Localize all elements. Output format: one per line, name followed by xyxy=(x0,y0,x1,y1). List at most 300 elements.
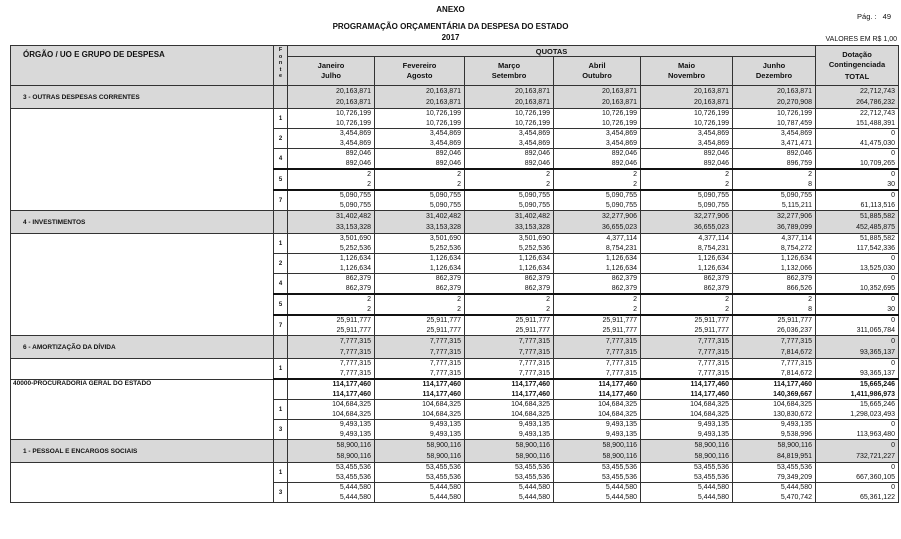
value-first-half: 31,402,482 xyxy=(514,213,550,220)
quota-cell xyxy=(465,315,554,336)
value-second-half: 7,814,672 xyxy=(780,349,812,356)
page-number: 49 xyxy=(882,12,891,21)
column-header-month xyxy=(733,57,816,86)
month-bottom: Dezembro xyxy=(755,71,793,80)
value-second-half: 1,126,634 xyxy=(518,264,550,272)
row-label-blank xyxy=(11,234,274,336)
value-first-half: 3,454,869 xyxy=(339,130,371,137)
quota-cell xyxy=(465,359,554,380)
value-first-half: 862,379 xyxy=(524,275,550,282)
value-first-half: 3,454,869 xyxy=(429,130,461,137)
value-second-half: 104,684,325 xyxy=(511,410,550,418)
value-first-half: 7,777,315 xyxy=(605,338,637,345)
value-first-half: 1,126,634 xyxy=(605,255,637,262)
value-first-half: 25,911,777 xyxy=(694,317,729,324)
quota-cell xyxy=(733,379,816,400)
value-first-half: 53,455,536 xyxy=(693,464,729,471)
value-second-half: 10,352,695 xyxy=(859,284,895,292)
row-label: 3 - OUTRAS DESPESAS CORRENTES xyxy=(11,86,274,109)
value-first-half: 104,684,325 xyxy=(511,401,550,408)
value-first-half: 2 xyxy=(367,296,371,303)
value-second-half: 20,163,871 xyxy=(335,99,371,106)
quota-cell xyxy=(288,149,375,170)
value-first-half: 2 xyxy=(633,171,637,178)
total-header-line: TOTAL xyxy=(844,71,870,81)
quota-cell xyxy=(733,274,816,295)
value-first-half: 0 xyxy=(891,150,895,157)
total-cell xyxy=(816,149,899,170)
value-first-half: 0 xyxy=(891,275,895,282)
value-second-half: 8,754,231 xyxy=(697,244,729,252)
value-first-half: 5,444,580 xyxy=(429,484,461,491)
total-cell xyxy=(816,359,899,380)
value-first-half: 58,900,116 xyxy=(602,442,637,449)
value-first-half: 2 xyxy=(367,171,371,178)
value-first-half: 9,493,135 xyxy=(780,421,812,428)
value-first-half: 862,379 xyxy=(703,275,729,282)
value-first-half: 104,684,325 xyxy=(422,401,461,408)
quota-cell xyxy=(375,190,465,211)
value-second-half: 2 xyxy=(367,180,371,188)
value-second-half: 10,726,199 xyxy=(514,119,550,127)
value-second-half: 1,132,066 xyxy=(780,264,812,272)
value-second-half: 53,455,536 xyxy=(335,473,371,481)
value-second-half: 8 xyxy=(808,305,812,313)
quota-cell xyxy=(554,149,641,170)
quota-cell xyxy=(288,379,375,400)
quota-cell xyxy=(288,463,375,483)
value-first-half: 58,900,116 xyxy=(694,442,729,449)
total-cell xyxy=(816,379,899,400)
value-second-half: 53,455,536 xyxy=(514,473,550,481)
quota-cell xyxy=(465,463,554,483)
value-second-half: 58,900,116 xyxy=(336,453,371,460)
value-second-half: 93,365,137 xyxy=(859,369,895,377)
value-second-half: 2 xyxy=(725,180,729,188)
value-first-half: 7,777,315 xyxy=(697,360,729,367)
value-second-half: 2 xyxy=(457,180,461,188)
value-first-half: 5,090,755 xyxy=(780,192,812,199)
fonte-cell xyxy=(274,379,288,400)
value-second-half: 5,444,580 xyxy=(518,493,550,501)
value-first-half: 7,777,315 xyxy=(780,360,812,367)
value-first-half: 22,712,743 xyxy=(859,110,895,117)
value-second-half: 10,726,199 xyxy=(601,119,637,127)
quota-cell xyxy=(375,420,465,440)
value-first-half: 2 xyxy=(725,296,729,303)
value-second-half: 9,493,135 xyxy=(518,430,550,438)
org-total-row xyxy=(11,379,899,400)
value-second-half: 33,153,328 xyxy=(514,224,550,231)
value-second-half: 2 xyxy=(367,305,371,313)
quota-cell xyxy=(554,315,641,336)
total-header-line: Contingenciada xyxy=(828,59,886,69)
value-second-half: 104,684,325 xyxy=(598,410,637,418)
total-cell xyxy=(816,169,899,190)
value-first-half: 5,090,755 xyxy=(518,192,550,199)
value-second-half: 79,349,209 xyxy=(776,473,812,481)
value-second-half: 5,252,536 xyxy=(339,244,371,252)
quota-cell xyxy=(554,211,641,234)
value-second-half: 2 xyxy=(633,180,637,188)
value-first-half: 3,501,690 xyxy=(429,235,461,242)
quota-cell xyxy=(554,483,641,503)
value-second-half: 8,754,231 xyxy=(605,244,637,252)
value-second-half: 866,526 xyxy=(786,284,812,292)
month-bottom: Outubro xyxy=(582,71,612,80)
value-second-half: 264,786,232 xyxy=(856,99,895,106)
quota-cell xyxy=(554,169,641,190)
value-first-half: 892,046 xyxy=(786,150,812,157)
value-second-half: 58,900,116 xyxy=(515,453,550,460)
value-second-half: 5,252,536 xyxy=(429,244,461,252)
quota-cell xyxy=(641,86,733,109)
value-first-half: 862,379 xyxy=(345,275,371,282)
quota-cell xyxy=(288,274,375,295)
value-first-half: 1,126,634 xyxy=(697,255,729,262)
value-first-half: 2 xyxy=(633,296,637,303)
total-cell xyxy=(816,254,899,274)
total-header-line: Dotação xyxy=(842,49,872,59)
value-second-half: 7,777,315 xyxy=(518,349,550,356)
fonte-cell: 1 xyxy=(274,109,288,129)
value-second-half: 9,538,996 xyxy=(780,430,812,438)
value-second-half: 33,153,328 xyxy=(335,224,371,231)
total-cell xyxy=(816,315,899,336)
quota-cell xyxy=(733,463,816,483)
value-second-half: 20,270,908 xyxy=(776,99,812,106)
fonte-cell: 5 xyxy=(274,294,288,315)
value-second-half: 862,379 xyxy=(345,284,371,292)
quota-cell xyxy=(641,129,733,149)
value-first-half: 51,885,582 xyxy=(859,235,895,242)
page-label: Pág. : xyxy=(857,12,877,21)
month-top: Maio xyxy=(677,61,696,70)
value-first-half: 9,493,135 xyxy=(605,421,637,428)
value-second-half: 25,911,777 xyxy=(602,326,637,334)
value-first-half: 10,726,199 xyxy=(693,110,729,117)
value-first-half: 114,177,460 xyxy=(511,381,550,388)
month-top: Janeiro xyxy=(317,61,345,70)
value-second-half: 117,542,336 xyxy=(856,244,895,252)
value-second-half: 5,470,742 xyxy=(780,493,812,501)
value-second-half: 36,789,099 xyxy=(776,224,812,231)
quota-cell xyxy=(554,86,641,109)
value-second-half: 3,454,869 xyxy=(697,139,729,147)
value-second-half: 3,454,869 xyxy=(429,139,461,147)
quota-cell xyxy=(465,129,554,149)
value-first-half: 0 xyxy=(891,192,895,199)
value-second-half: 30 xyxy=(887,180,895,188)
total-cell xyxy=(816,234,899,254)
value-first-half: 58,900,116 xyxy=(336,442,371,449)
fonte-cell: 1 xyxy=(274,463,288,483)
value-first-half: 3,454,869 xyxy=(605,130,637,137)
value-first-half: 5,444,580 xyxy=(605,484,637,491)
quota-cell xyxy=(465,274,554,295)
group-total-row xyxy=(11,336,899,359)
quota-cell xyxy=(375,254,465,274)
value-second-half: 5,444,580 xyxy=(429,493,461,501)
value-second-half: 892,046 xyxy=(703,159,729,167)
total-cell xyxy=(816,129,899,149)
value-second-half: 130,830,672 xyxy=(773,410,812,418)
total-cell xyxy=(816,420,899,440)
fonte-cell: 3 xyxy=(274,483,288,503)
value-second-half: 5,115,211 xyxy=(781,201,812,209)
value-second-half: 7,777,315 xyxy=(339,369,371,377)
value-first-half: 0 xyxy=(891,338,895,345)
value-second-half: 36,655,023 xyxy=(601,224,637,231)
value-first-half: 104,684,325 xyxy=(332,401,371,408)
value-second-half: 30 xyxy=(887,305,895,313)
quota-cell xyxy=(641,294,733,315)
value-second-half: 7,814,672 xyxy=(780,369,812,377)
value-first-half: 10,726,199 xyxy=(776,110,812,117)
value-second-half: 1,411,986,973 xyxy=(850,390,895,398)
value-first-half: 1,126,634 xyxy=(518,255,550,262)
quota-cell xyxy=(465,400,554,420)
value-first-half: 51,885,582 xyxy=(859,213,895,220)
value-second-half: 61,113,516 xyxy=(860,201,895,209)
month-top: Março xyxy=(497,61,521,70)
annex-label: ANEXO xyxy=(436,5,465,14)
value-second-half: 1,126,634 xyxy=(697,264,729,272)
quota-cell xyxy=(641,211,733,234)
value-first-half: 9,493,135 xyxy=(339,421,371,428)
value-first-half: 22,712,743 xyxy=(859,88,895,95)
value-first-half: 7,777,315 xyxy=(518,338,550,345)
value-first-half: 20,163,871 xyxy=(601,88,637,95)
fonte-letter: o xyxy=(278,53,283,60)
value-second-half: 7,777,315 xyxy=(518,369,550,377)
quota-cell xyxy=(465,109,554,129)
quota-cell xyxy=(733,359,816,380)
value-second-half: 53,455,536 xyxy=(425,473,461,481)
fonte-cell: 7 xyxy=(274,190,288,211)
value-first-half: 892,046 xyxy=(435,150,461,157)
quota-cell xyxy=(465,234,554,254)
quota-cell xyxy=(288,234,375,254)
fonte-row xyxy=(11,359,899,380)
quota-cell xyxy=(375,234,465,254)
value-second-half: 58,900,116 xyxy=(426,453,461,460)
quota-cell xyxy=(641,190,733,211)
column-header-month xyxy=(288,57,375,86)
quota-cell xyxy=(733,336,816,359)
quota-cell xyxy=(641,379,733,400)
quota-cell xyxy=(465,169,554,190)
value-second-half: 892,046 xyxy=(524,159,550,167)
value-second-half: 5,090,755 xyxy=(605,201,637,209)
value-first-half: 58,900,116 xyxy=(426,442,461,449)
value-second-half: 8,754,272 xyxy=(780,244,812,252)
quota-cell xyxy=(641,440,733,463)
value-first-half: 5,444,580 xyxy=(697,484,729,491)
quota-cell xyxy=(641,359,733,380)
value-second-half: 114,177,460 xyxy=(598,390,637,398)
quota-cell xyxy=(641,254,733,274)
quota-cell xyxy=(288,440,375,463)
value-first-half: 5,090,755 xyxy=(429,192,461,199)
column-header-fonte xyxy=(274,46,288,86)
quota-cell xyxy=(288,315,375,336)
value-first-half: 2 xyxy=(457,296,461,303)
fonte-cell: 3 xyxy=(274,420,288,440)
value-second-half: 892,046 xyxy=(611,159,637,167)
value-first-half: 0 xyxy=(891,296,895,303)
value-second-half: 13,525,030 xyxy=(859,264,895,272)
value-second-half: 5,252,536 xyxy=(518,244,550,252)
value-first-half: 7,777,315 xyxy=(429,360,461,367)
fonte-letter: n xyxy=(278,60,283,66)
value-first-half: 0 xyxy=(891,255,895,262)
value-first-half: 1,126,634 xyxy=(780,255,812,262)
value-second-half: 10,726,199 xyxy=(335,119,371,127)
quota-cell xyxy=(375,336,465,359)
quota-cell xyxy=(465,294,554,315)
value-second-half: 84,819,951 xyxy=(776,453,812,460)
value-first-half: 114,177,460 xyxy=(598,381,637,388)
row-label: 40000-PROCURADORIA GERAL DO ESTADO xyxy=(11,379,274,440)
value-first-half: 20,163,871 xyxy=(514,88,550,95)
quota-cell xyxy=(375,294,465,315)
value-first-half: 58,900,116 xyxy=(515,442,550,449)
group-total-row xyxy=(11,211,899,234)
value-second-half: 7,777,315 xyxy=(605,349,637,356)
value-first-half: 5,090,755 xyxy=(697,192,729,199)
quota-cell xyxy=(554,420,641,440)
value-first-half: 25,911,777 xyxy=(515,317,550,324)
value-second-half: 114,177,460 xyxy=(332,390,371,398)
value-first-half: 0 xyxy=(891,130,895,137)
quota-cell xyxy=(375,211,465,234)
value-second-half: 892,046 xyxy=(345,159,371,167)
quota-cell xyxy=(465,379,554,400)
month-top: Junho xyxy=(762,61,786,70)
column-header-orgao: ÓRGÃO / UO E GRUPO DE DESPESA xyxy=(11,46,274,86)
value-first-half: 25,911,777 xyxy=(777,317,812,324)
value-first-half: 4,377,114 xyxy=(698,235,729,242)
fonte-row xyxy=(11,109,899,129)
quota-cell xyxy=(554,190,641,211)
fonte-cell: 1 xyxy=(274,400,288,420)
value-first-half: 7,777,315 xyxy=(429,338,461,345)
quota-cell xyxy=(733,149,816,170)
value-second-half: 9,493,135 xyxy=(339,430,371,438)
value-second-half: 33,153,328 xyxy=(425,224,461,231)
quota-cell xyxy=(465,420,554,440)
value-first-half: 10,726,199 xyxy=(514,110,550,117)
value-first-half: 7,777,315 xyxy=(339,360,371,367)
value-first-half: 104,684,325 xyxy=(773,401,812,408)
value-first-half: 53,455,536 xyxy=(601,464,637,471)
quota-cell xyxy=(641,463,733,483)
value-first-half: 892,046 xyxy=(524,150,550,157)
quota-cell xyxy=(288,483,375,503)
value-first-half: 10,726,199 xyxy=(335,110,371,117)
value-second-half: 311,065,784 xyxy=(856,326,895,334)
value-second-half: 5,444,580 xyxy=(605,493,637,501)
quota-cell xyxy=(733,129,816,149)
value-second-half: 7,777,315 xyxy=(605,369,637,377)
value-first-half: 5,090,755 xyxy=(605,192,637,199)
value-second-half: 25,911,777 xyxy=(426,326,461,334)
quota-cell xyxy=(288,420,375,440)
value-second-half: 7,777,315 xyxy=(429,369,461,377)
quota-cell xyxy=(554,379,641,400)
fonte-row xyxy=(11,463,899,483)
quota-cell xyxy=(554,400,641,420)
value-first-half: 7,777,315 xyxy=(339,338,371,345)
month-top: Abril xyxy=(588,61,606,70)
value-second-half: 7,777,315 xyxy=(429,349,461,356)
value-first-half: 32,277,906 xyxy=(601,213,637,220)
value-first-half: 862,379 xyxy=(611,275,637,282)
value-first-half: 862,379 xyxy=(435,275,461,282)
value-first-half: 104,684,325 xyxy=(598,401,637,408)
quota-cell xyxy=(288,129,375,149)
value-second-half: 20,163,871 xyxy=(601,99,637,106)
row-label: 4 - INVESTIMENTOS xyxy=(11,211,274,234)
total-cell xyxy=(816,211,899,234)
value-second-half: 1,126,634 xyxy=(429,264,461,272)
quota-cell xyxy=(288,294,375,315)
quota-cell xyxy=(288,86,375,109)
quota-cell xyxy=(554,234,641,254)
value-first-half: 10,726,199 xyxy=(601,110,637,117)
total-cell xyxy=(816,274,899,295)
value-first-half: 15,665,246 xyxy=(859,381,895,388)
fonte-letter: e xyxy=(278,73,283,79)
fonte-cell: 4 xyxy=(274,149,288,170)
month-bottom: Julho xyxy=(321,71,341,80)
value-second-half: 5,090,755 xyxy=(339,201,371,209)
value-first-half: 2 xyxy=(457,171,461,178)
value-second-half: 114,177,460 xyxy=(511,390,550,398)
value-first-half: 0 xyxy=(891,317,895,324)
value-second-half: 1,298,023,493 xyxy=(850,410,895,418)
value-second-half: 65,361,122 xyxy=(859,493,895,501)
value-first-half: 9,493,135 xyxy=(518,421,550,428)
value-second-half: 10,726,199 xyxy=(693,119,729,127)
quota-cell xyxy=(641,169,733,190)
value-first-half: 3,454,869 xyxy=(518,130,550,137)
quota-cell xyxy=(375,400,465,420)
quota-cell xyxy=(288,254,375,274)
fonte-cell: 7 xyxy=(274,315,288,336)
quota-cell xyxy=(733,190,816,211)
value-second-half: 7,777,315 xyxy=(339,349,371,356)
value-second-half: 862,379 xyxy=(524,284,550,292)
column-header-month xyxy=(375,57,465,86)
value-second-half: 5,090,755 xyxy=(518,201,550,209)
value-first-half: 114,177,460 xyxy=(690,381,729,388)
value-first-half: 25,911,777 xyxy=(602,317,637,324)
value-first-half: 7,777,315 xyxy=(518,360,550,367)
quota-cell xyxy=(733,211,816,234)
quota-cell xyxy=(554,294,641,315)
value-first-half: 1,126,634 xyxy=(339,255,371,262)
fonte-cell: 1 xyxy=(274,359,288,380)
value-second-half: 732,721,227 xyxy=(856,453,895,460)
value-second-half: 8 xyxy=(808,180,812,188)
quota-cell xyxy=(288,359,375,380)
page-indicator xyxy=(857,12,891,21)
column-header-quotas: QUOTAS xyxy=(288,46,816,57)
quota-cell xyxy=(288,190,375,211)
value-first-half: 2 xyxy=(546,171,550,178)
